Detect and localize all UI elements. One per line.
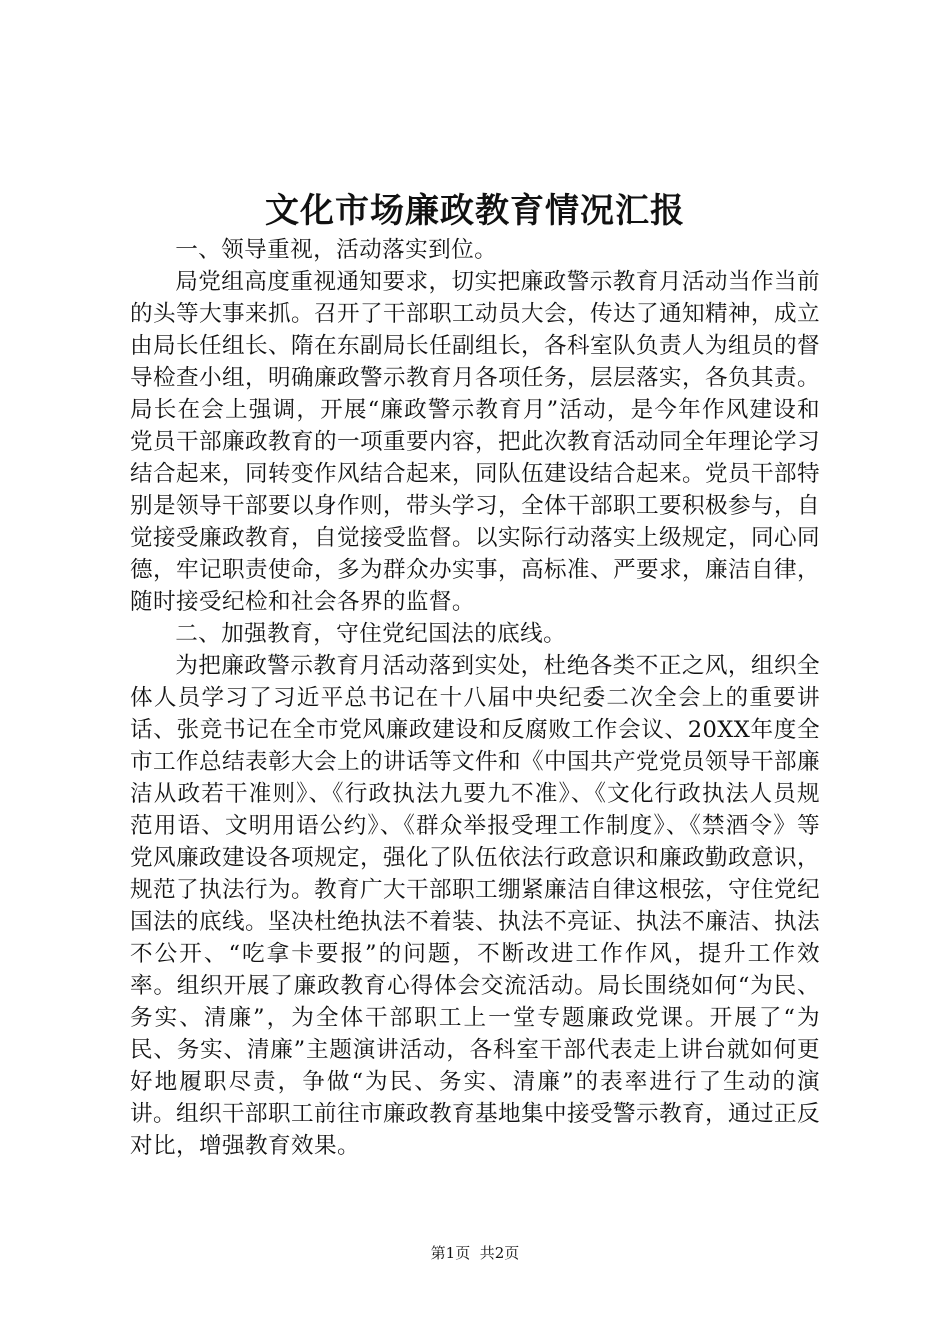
page-number-current: 第1页 [430,1244,471,1262]
document-body [130,234,820,1162]
page-footer [0,1243,950,1263]
body-paragraph-2: 为把廉政警示教育月活动落到实处，杜绝各类不正之风，组织全体人员学习了习近平总书记在十八届中央纪委二次全会上的重要讲话、张竞书记在全市党风廉政建设和反腐败工作会议、20XX年度全市工作总结表彰大会上的讲话等文件和《中国共产党党员领导干部廉洁从政若干准则》、《行政执法九要九不准》、《文化行政执法人员规范用语、文明用语公约》、《群众举报受理工作制度》、《禁酒令》等党风廉政建设各项规定，强化了队伍依法行政意识和廉政勤政意识，规范了执法行为。教育广大干部职工绷紧廉洁自律这根弦，守住党纪国法的底线。坚决杜绝执法不着装、执法不亮证、执法不廉洁、执法不公开、“吃拿卡要报”的问题，不断改进工作作风，提升工作效率。组织开展了廉政教育心得体会交流活动。局长围绕如何“为民、务实、清廉”，为全体干部职工上一堂专题廉政党课。开展了“为民、务实、清廉”主题演讲活动，各科室干部代表走上讲台就如何更好地履职尽责，争做“为民、务实、清廉”的表率进行了生动的演讲。组织干部职工前往市廉政教育基地集中接受警示教育，通过正反对比，增强教育效果。 [130,653,820,1159]
body-paragraph-1: 局党组高度重视通知要求，切实把廉政警示教育月活动当作当前的头等大事来抓。召开了干部职工动员大会，传达了通知精神，成立由局长任组长、隋在东副局长任副组长，各科室队负责人为组员的督导检查小组，明确廉政警示教育月各项任务，层层落实，各负其责。局长在会上强调，开展“廉政警示教育月”活动，是今年作风建设和党员干部廉政教育的一项重要内容，把此次教育活动同全年理论学习结合起来，同转变作风结合起来，同队伍建设结合起来。党员干部特别是领导干部要以身作则，带头学习，全体干部职工要积极参与，自觉接受廉政教育，自觉接受监督。以实际行动落实上级规定，同心同德，牢记职责使命，多为群众办实事，高标准、严要求，廉洁自律，随时接受纪检和社会各界的监督。 [130,269,820,615]
section-heading-1: 一、领导重视，活动落实到位。 [175,237,498,263]
document-title: 文化市场廉政教育情况汇报 [265,191,685,231]
footer-spacer [470,1244,480,1262]
section-heading-2: 二、加强教育，守住党纪国法的底线。 [175,621,567,647]
page-number-total: 共2页 [479,1244,520,1262]
